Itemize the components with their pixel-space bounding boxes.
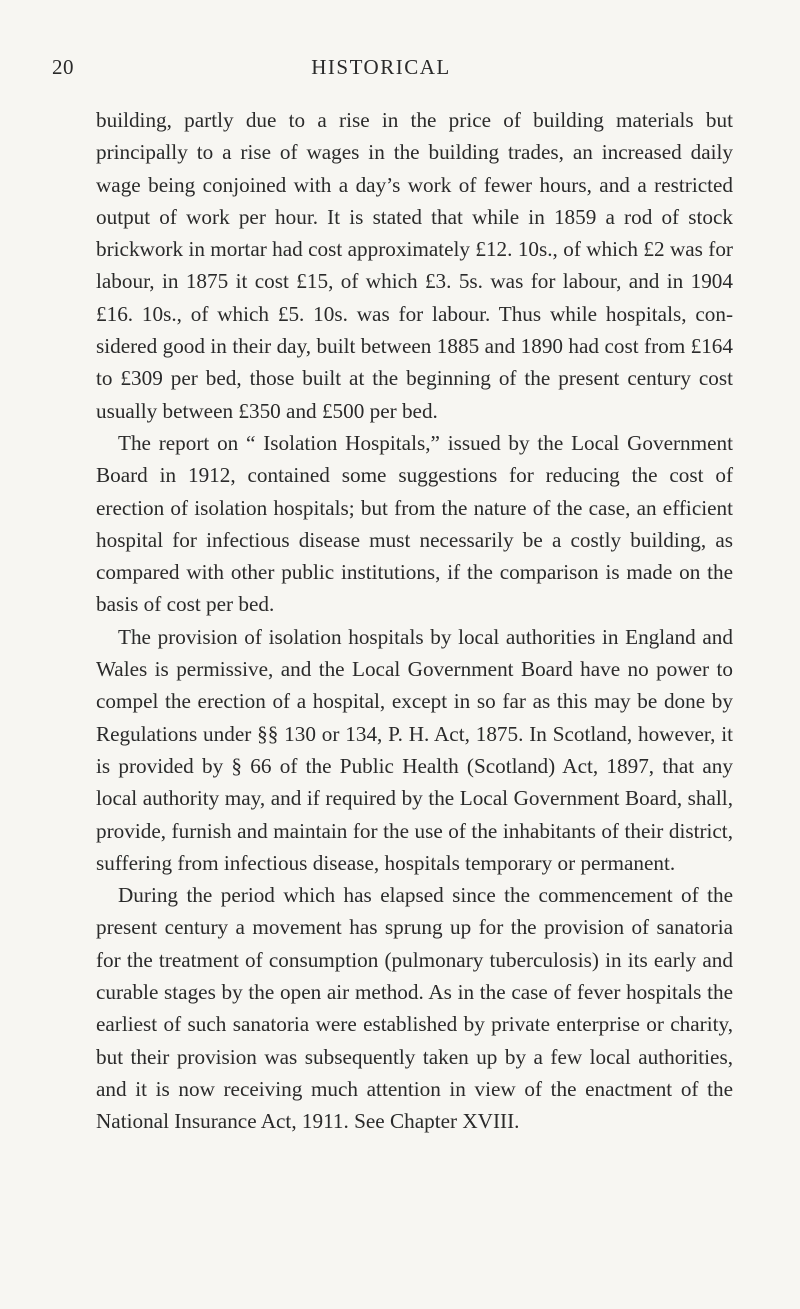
paragraph-provision-law: The provision of isolation hospitals by local authorities in England and Wales is permissive, and the Local Government Board have no power to compel the erection of a hospital, except in so far as this may be done by Regulations under §§ 130 or 134, P. H. Act, 1875. In Scotland, however, it is provided by § 66 of the Public Health (Scotland) Act, 1897, that any local authority may, and if required by the Local Government Board, shall, provide, furnish and maintain for the use of the inhabitants of their district, suffering from infectious disease, hospitals temporary or permanent.: [96, 624, 733, 875]
body-text: [96, 104, 733, 1138]
running-head: [52, 55, 740, 85]
paragraph-isolation-report: The report on “ Isolation Hospitals,” issued by the Local Government Board in 1912, contained some suggestions for reducing the cost of erection of isolation hospitals; but from the nature of the case, an efficient hospital for infectious disease must necessarily be a costly building, as compared with other public institutions, if the comparison is made on the basis of cost per bed.: [96, 430, 733, 617]
page-number: 20: [52, 55, 74, 79]
paragraph-sanatoria: During the period which has elapsed since the commencement of the present century a movement has sprung up for the provision of sanatoria for the treatment of consumption (pulmonary tuberculosis) in its early and curable stages by the open air method. As in the case of fever hospitals the earliest of such sanatoria were established by private enterprise or charity, but their provision was subsequently taken up by a few local authorities, and it is now receiving much attention in view of the enactment of the National Insurance Act, 1911. See Chapter XVIII.: [96, 883, 733, 1134]
running-title: HISTORICAL: [311, 55, 451, 79]
paragraph-building-costs: building, partly due to a rise in the price of building materials but principally to a rise of wages in the building trades, an increased daily wage being conjoined with a day’s work of fewer hours, and a restricted output of work per hour. It is stated that while in 1859 a rod of stock brickwork in mortar had cost approximately £12. 10s., of which £2 was for labour, in 1875 it cost £15, of which £3. 5s. was for labour, and in 1904 £16. 10s., of which £5. 10s. was for labour. Thus while hospitals, considered good in their day, built between 1885 and 1890 had cost from £164 to £309 per bed, those built at the beginning of the present century cost usually between £350 and £500 per bed.: [96, 108, 733, 423]
